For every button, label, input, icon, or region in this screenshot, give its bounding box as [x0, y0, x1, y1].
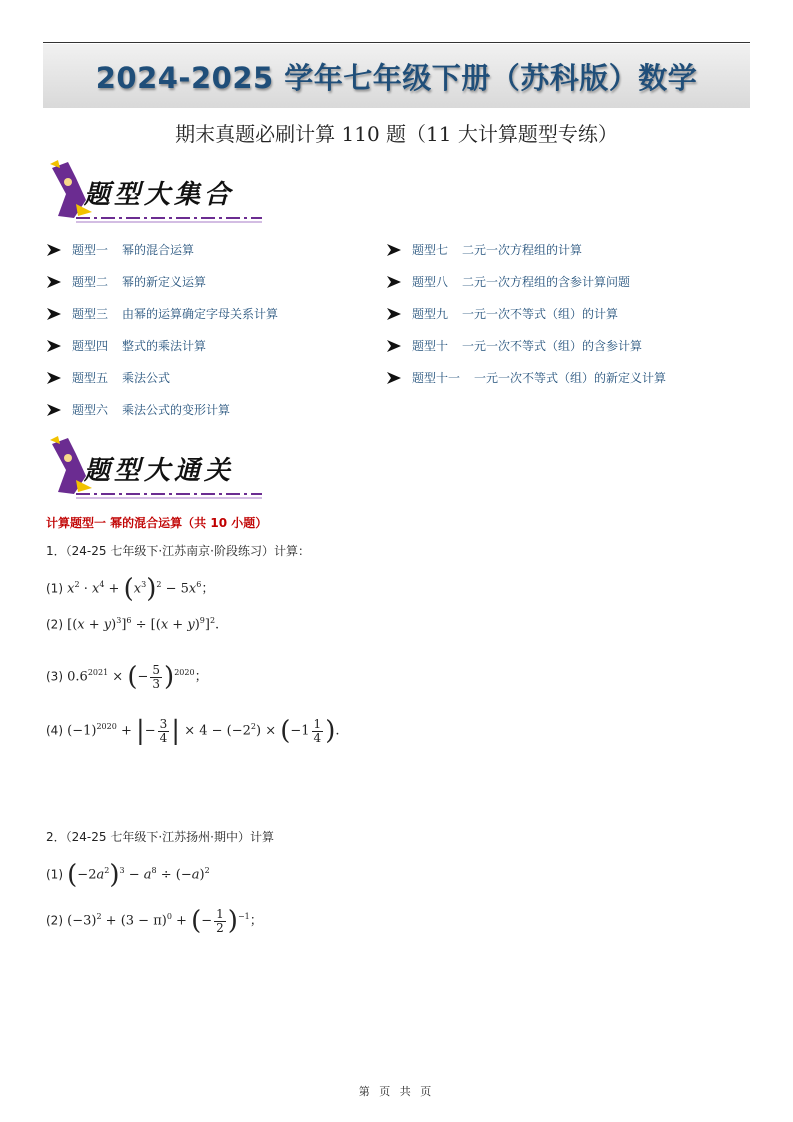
document-title: 2024-2025 学年七年级下册（苏科版）数学: [95, 60, 698, 95]
arrowhead-icon: [46, 339, 62, 353]
toc-title: 乘法公式: [122, 371, 171, 385]
toc-code: 题型十: [412, 339, 449, 353]
top-rule: [43, 42, 750, 43]
part-label: (3): [46, 669, 63, 684]
arrowhead-icon: [386, 371, 402, 385]
q1-part-1: (1) $x^2 \cdot x^4 + (x^3)^2 - 5x^6$；: [46, 574, 215, 604]
toc-code: 题型七: [412, 243, 449, 257]
toc-title: 一元一次不等式（组）的含参计算: [462, 339, 643, 353]
toc-code: 题型一: [72, 243, 109, 257]
section-pass-logo: [46, 436, 268, 502]
section-pass-title: 题型大通关: [84, 456, 235, 486]
toc-title: 二元一次方程组的含参计算问题: [462, 275, 631, 289]
toc-item[interactable]: [46, 241, 194, 258]
toc-code: 题型十一: [412, 371, 461, 385]
arrowhead-icon: [386, 307, 402, 321]
arrowhead-icon: [386, 339, 402, 353]
toc-title: 由幂的运算确定字母关系计算: [122, 307, 279, 321]
arrowhead-icon: [46, 275, 62, 289]
toc-item[interactable]: [46, 337, 206, 354]
toc-title: 一元一次不等式（组）的计算: [462, 307, 619, 321]
toc-code: 题型三: [72, 307, 109, 321]
arrowhead-icon: [386, 275, 402, 289]
arrowhead-icon: [386, 243, 402, 257]
question-2-head: 2．（24-25 七年级下·江苏扬州·期中）计算: [46, 830, 274, 844]
arrowhead-icon: [46, 371, 62, 385]
section-collection-logo: [46, 160, 268, 226]
q1-part-2: (2) $[(x + y)^3]^6 \div [(x + y)^9]^2$.: [46, 616, 220, 633]
toc-item[interactable]: [386, 337, 642, 354]
title-banner: [43, 44, 750, 108]
toc-item[interactable]: [386, 369, 666, 386]
arrowhead-icon: [46, 307, 62, 321]
toc-item[interactable]: [386, 241, 582, 258]
part-label: (4): [46, 723, 63, 738]
toc-code: 题型八: [412, 275, 449, 289]
q2-part-2: (2) $(-3)^2 + (3 - \pi)^0$ + (− $\frac{1}{2}$ )$^{-1}$；: [46, 906, 263, 936]
arrowhead-icon: [46, 403, 62, 417]
part-label: (2): [46, 617, 63, 632]
q2-part-1: (1) $(-2a^2)^3 - a^8 \div (-a)^2$: [46, 860, 210, 890]
toc-code: 题型二: [72, 275, 109, 289]
document-subtitle: 期末真题必刷计算 110 题（11 大计算题型专练）: [175, 122, 618, 146]
toc-code: 题型九: [412, 307, 449, 321]
toc-code: 题型六: [72, 403, 109, 417]
part-label: (1): [46, 581, 63, 596]
toc-item[interactable]: [386, 273, 630, 290]
part-label: (1): [46, 867, 63, 882]
toc-item[interactable]: [46, 305, 278, 322]
toc-title: 幂的新定义运算: [122, 275, 207, 289]
toc-item[interactable]: [386, 305, 618, 322]
toc-title: 幂的混合运算: [122, 243, 195, 257]
arrowhead-icon: [46, 243, 62, 257]
q1-part-3: (3) $0.6^{2021}$ × (− $\frac{5}{3}$ )$^{2020}$；: [46, 662, 208, 692]
toc-title: 二元一次方程组的计算: [462, 243, 583, 257]
toc-title: 一元一次不等式（组）的新定义计算: [474, 371, 667, 385]
toc-item[interactable]: [46, 401, 230, 418]
toc-item[interactable]: [46, 273, 206, 290]
section-collection-title: 题型大集合: [84, 180, 235, 210]
question-1-head: 1．（24-25 七年级下·江苏南京·阶段练习）计算：: [46, 544, 310, 558]
q1-part-4: (4) $(-1)^{2020}$ + |− $\frac{3}{4}$ | × $4 - (-2^2) \times (-1$ $\frac{1}{4}$ ).: [46, 716, 340, 746]
toc-code: 题型五: [72, 371, 109, 385]
part-label: (2): [46, 913, 63, 928]
toc-title: 乘法公式的变形计算: [122, 403, 231, 417]
toc-title: 整式的乘法计算: [122, 339, 207, 353]
type-heading: 计算题型一 幂的混合运算（共 10 小题）: [46, 516, 268, 530]
toc-code: 题型四: [72, 339, 109, 353]
page-footer: 第 页 共 页: [358, 1085, 435, 1098]
toc-item[interactable]: [46, 369, 170, 386]
